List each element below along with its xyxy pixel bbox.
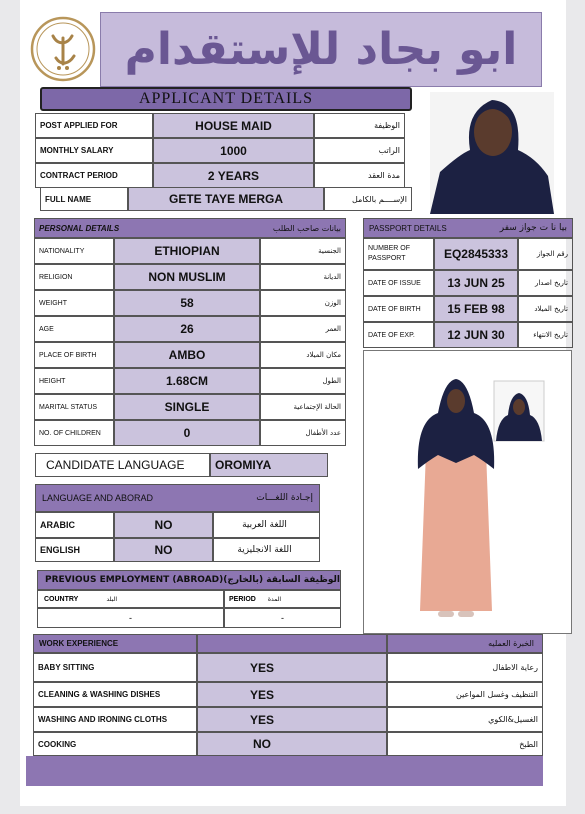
- personal-ar: الديانة: [260, 264, 346, 290]
- work-header-ar: الخبرة العمليه: [488, 639, 534, 648]
- full-name-label: FULL NAME: [40, 187, 128, 211]
- language-label: ENGLISH: [35, 538, 114, 562]
- personal-label: WEIGHT: [34, 290, 114, 316]
- passport-value: 13 JUN 25: [434, 270, 518, 296]
- job-label-salary: MONTHLY SALARY: [35, 138, 153, 163]
- job-value-post: HOUSE MAID: [153, 113, 314, 138]
- work-value: NO: [197, 732, 387, 756]
- personal-value: AMBO: [114, 342, 260, 368]
- personal-ar: الحالة الإجتماعية: [260, 394, 346, 420]
- banner-title: APPLICANT DETAILS: [138, 90, 314, 107]
- candidate-language-label: CANDIDATE LANGUAGE: [35, 453, 210, 477]
- work-label: WASHING AND IRONING CLOTHS: [33, 707, 197, 732]
- prev-period-label: PERIOD: [229, 595, 256, 603]
- job-ar-contract: مدة العقد: [314, 163, 405, 188]
- work-value: YES: [197, 707, 387, 732]
- brand-title-banner: [100, 12, 542, 87]
- job-value-contract: 2 YEARS: [153, 163, 314, 188]
- language-header: [35, 484, 320, 512]
- personal-value: SINGLE: [114, 394, 260, 420]
- passport-label: DATE OF BIRTH: [363, 296, 434, 322]
- personal-ar: العمر: [260, 316, 346, 342]
- personal-value: ETHIOPIAN: [114, 238, 260, 264]
- language-header-ar: إجـادة اللغـــات: [256, 493, 313, 503]
- job-label-post: POST APPLIED FOR: [35, 113, 153, 138]
- work-label: CLEANING & WASHING DISHES: [33, 682, 197, 707]
- work-ar: الطبخ: [387, 732, 543, 756]
- prev-period-ar: المدة: [267, 595, 282, 603]
- work-ar: الغسيل&الكوي: [387, 707, 543, 732]
- prev-country-value: -: [37, 608, 224, 628]
- prev-employment-header-label: PREVIOUS EMPLOYMENT (ABROAD)(الوظيفة السابقة (بالخارج: [45, 575, 340, 585]
- personal-label: MARITAL STATUS: [34, 394, 114, 420]
- prev-country-header: [37, 590, 224, 608]
- personal-label: AGE: [34, 316, 114, 342]
- brand-logo: [28, 14, 98, 84]
- work-header-ar-cell: [387, 634, 543, 653]
- passport-value: 12 JUN 30: [434, 322, 518, 348]
- prev-period-value: -: [224, 608, 341, 628]
- applicant-details-banner: [40, 87, 412, 111]
- personal-ar: الوزن: [260, 290, 346, 316]
- work-value: YES: [197, 682, 387, 707]
- passport-header-label: PASSPORT DETAILS: [369, 223, 447, 233]
- passport-ar: تاريخ الانتهاء: [518, 322, 573, 348]
- full-name-value: GETE TAYE MERGA: [128, 187, 324, 211]
- work-label: BABY SITTING: [33, 653, 197, 682]
- prev-period-header: [224, 590, 341, 608]
- work-header-mid: [197, 634, 387, 653]
- work-header: [33, 634, 197, 653]
- prev-employment-header: [37, 570, 341, 590]
- personal-value: 58: [114, 290, 260, 316]
- footer-bar: [26, 756, 543, 786]
- passport-header: [363, 218, 573, 238]
- work-value: YES: [197, 653, 387, 682]
- work-ar: رعاية الاطفال: [387, 653, 543, 682]
- language-ar: اللغة الانجليزية: [213, 538, 320, 562]
- work-label: COOKING: [33, 732, 197, 756]
- passport-ar: تاريخ اصدار: [518, 270, 573, 296]
- personal-label: NATIONALITY: [34, 238, 114, 264]
- work-ar: التنظيف وغسل المواعين: [387, 682, 543, 707]
- passport-ar: تاريخ الميلاد: [518, 296, 573, 322]
- personal-header-ar: بيانات صاحب الطلب: [272, 223, 341, 233]
- passport-ar: رقم الجواز: [518, 238, 573, 270]
- personal-label: RELIGION: [34, 264, 114, 290]
- personal-ar: الطول: [260, 368, 346, 394]
- passport-value: EQ2845333: [434, 238, 518, 270]
- passport-label: NUMBER OF PASSPORT: [363, 238, 434, 270]
- passport-label: DATE OF ISSUE: [363, 270, 434, 296]
- language-header-label: LANGUAGE AND ABORAD: [42, 493, 154, 503]
- job-value-salary: 1000: [153, 138, 314, 163]
- portrait-photo: [430, 92, 554, 214]
- personal-label: HEIGHT: [34, 368, 114, 394]
- personal-header-label: PERSONAL DETAILS: [39, 223, 120, 233]
- passport-value: 15 FEB 98: [434, 296, 518, 322]
- job-ar-salary: الراتب: [314, 138, 405, 163]
- language-label: ARABIC: [35, 512, 114, 538]
- logo-emblem-icon: [28, 14, 98, 84]
- candidate-language-value: OROMIYA: [210, 453, 328, 477]
- personal-ar: الجنسية: [260, 238, 346, 264]
- language-ar: اللغة العربية: [213, 512, 320, 538]
- job-ar-post: الوظيفة: [314, 113, 405, 138]
- language-value: NO: [114, 538, 213, 562]
- work-header-label: WORK EXPERIENCE: [39, 639, 119, 648]
- personal-value: 0: [114, 420, 260, 446]
- personal-ar: عدد الأطفال: [260, 420, 346, 446]
- personal-value: 1.68CM: [114, 368, 260, 394]
- personal-label: PLACE OF BIRTH: [34, 342, 114, 368]
- personal-value: NON MUSLIM: [114, 264, 260, 290]
- personal-ar: مكان الميلاد: [260, 342, 346, 368]
- personal-value: 26: [114, 316, 260, 342]
- passport-label: DATE OF EXP.: [363, 322, 434, 348]
- language-value: NO: [114, 512, 213, 538]
- personal-header: [34, 218, 346, 238]
- brand-arabic-title: ابو بجاد للإستقدام: [124, 24, 518, 75]
- full-body-photo: [363, 350, 572, 634]
- job-label-contract: CONTRACT PERIOD: [35, 163, 153, 188]
- full-name-ar: الإســــم بالكامل: [324, 187, 412, 211]
- prev-country-label: COUNTRY: [44, 595, 79, 603]
- passport-header-ar: بيا نا ت جواز سفر: [499, 223, 567, 233]
- personal-label: NO. OF CHILDREN: [34, 420, 114, 446]
- prev-country-ar: البلد: [106, 595, 117, 603]
